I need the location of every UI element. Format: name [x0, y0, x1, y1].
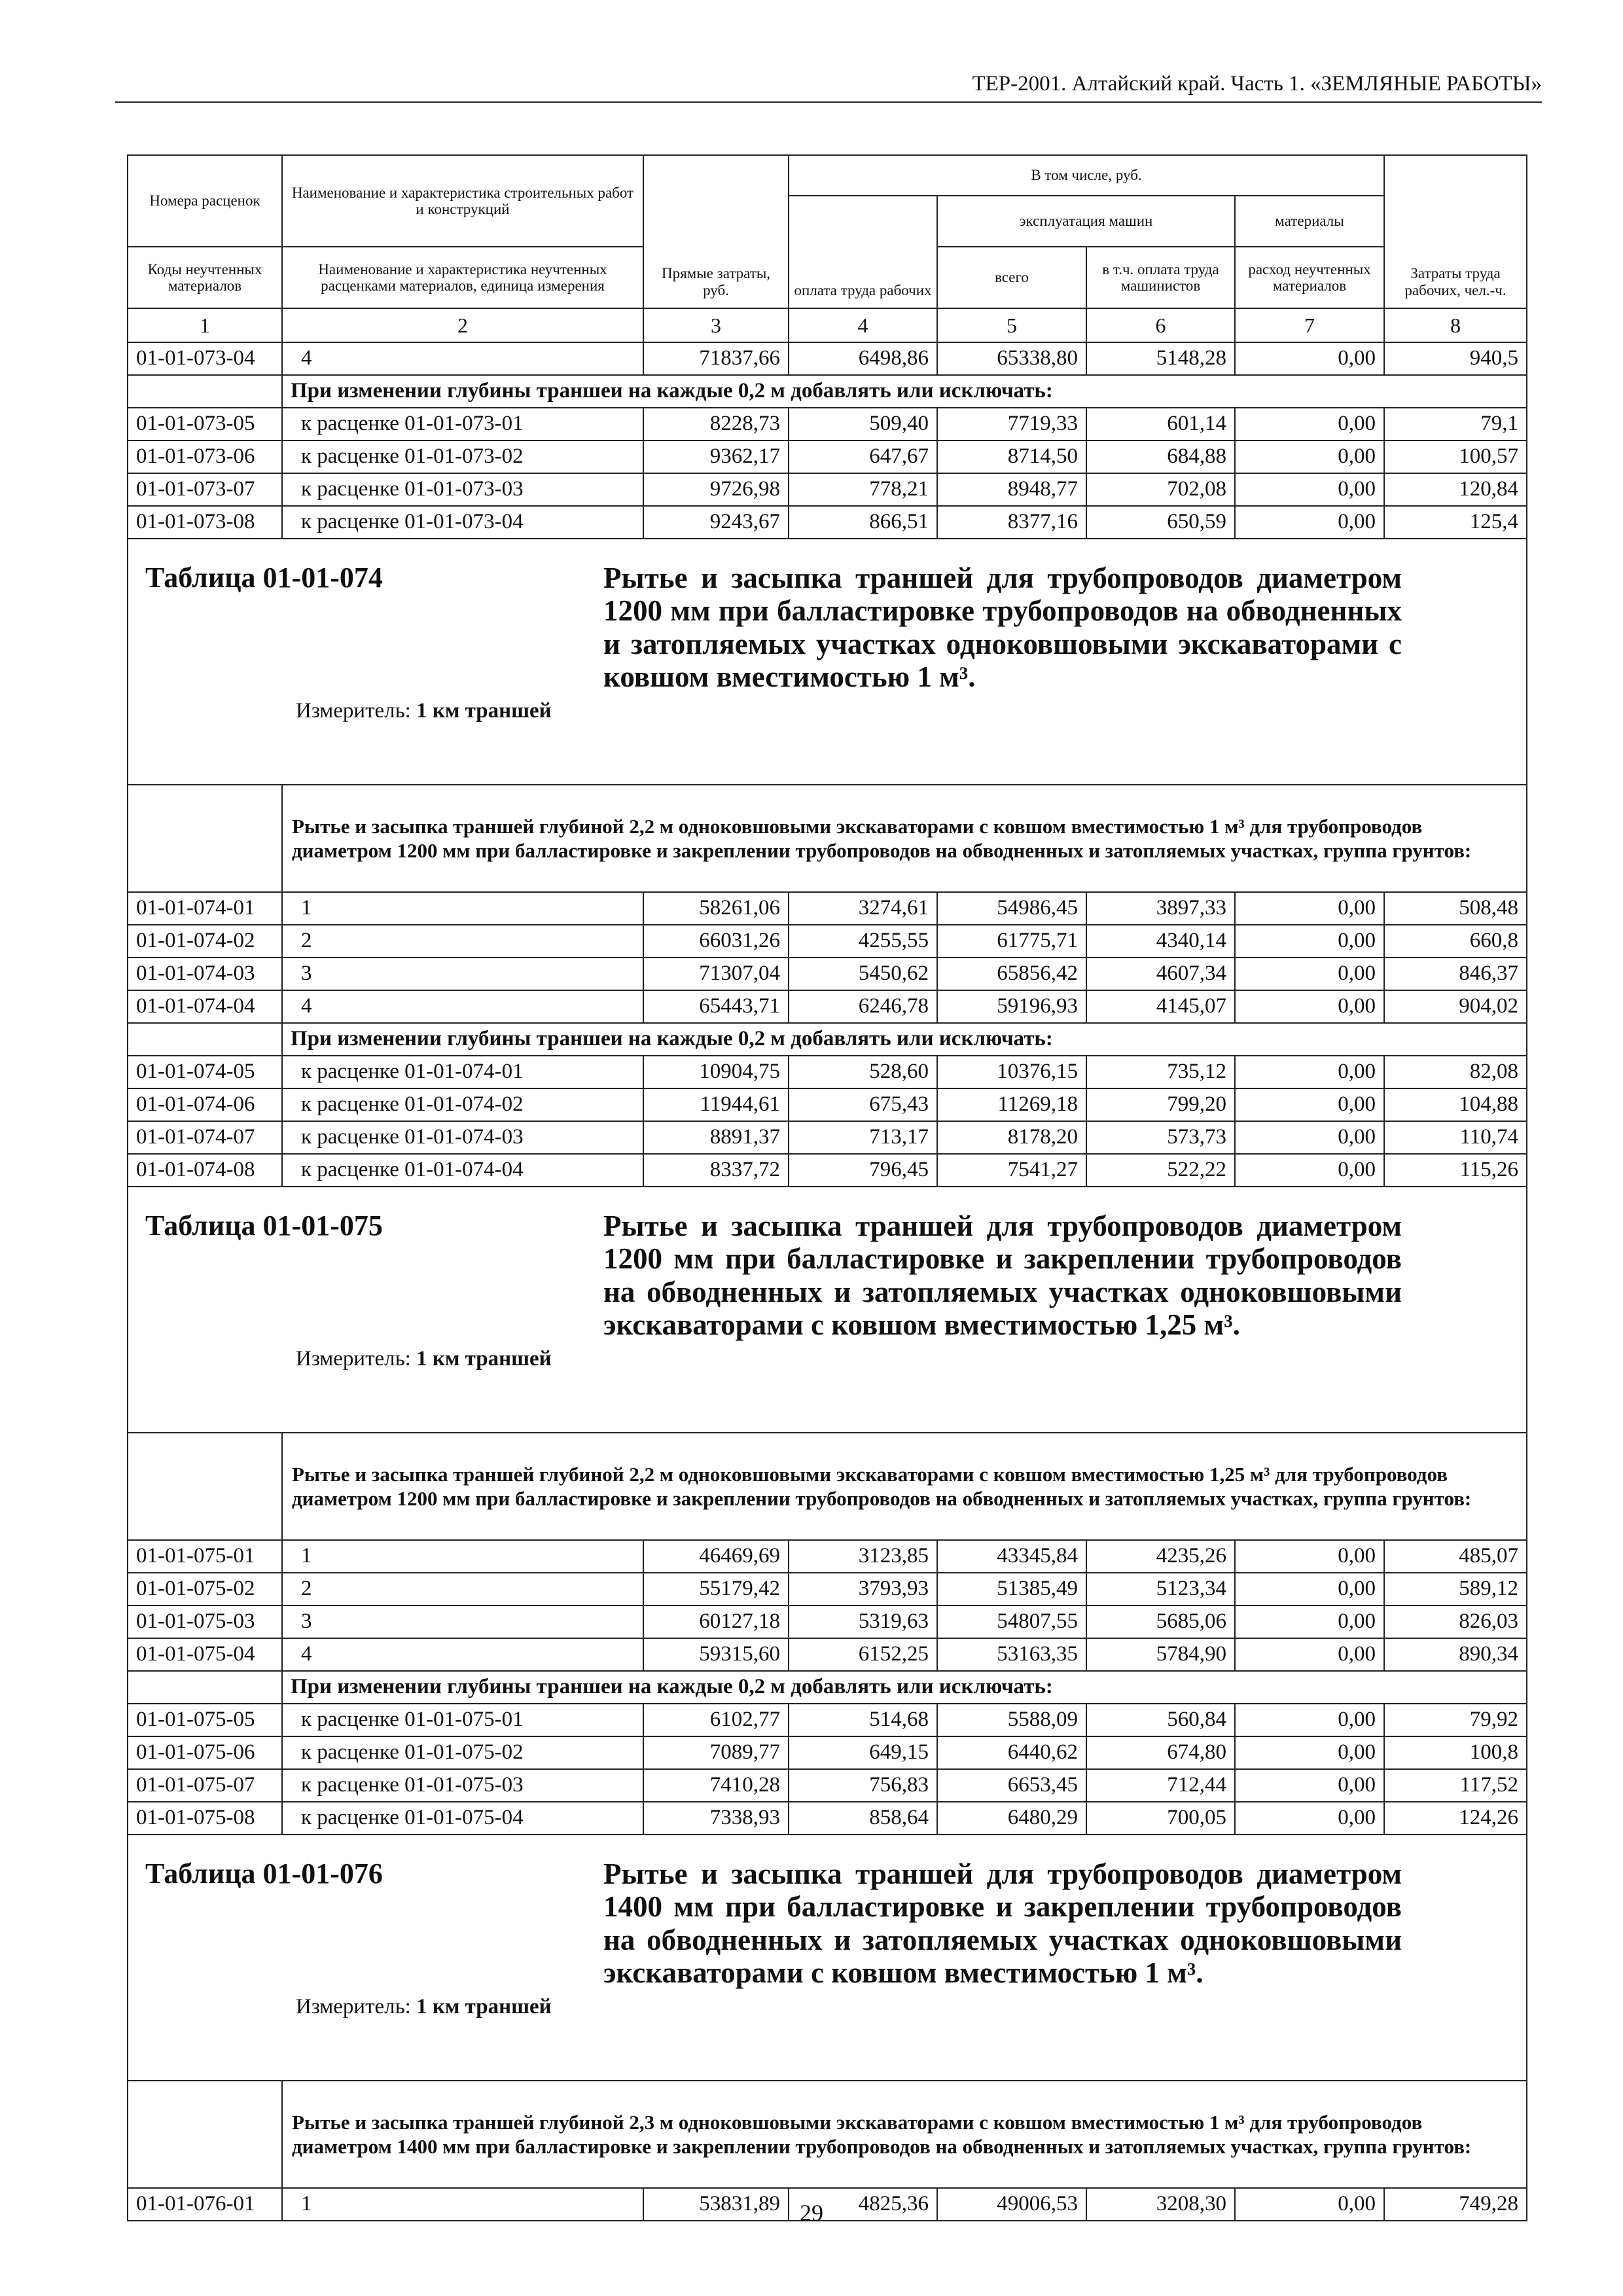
materials-cell: 0,00	[1235, 408, 1384, 440]
col-work-name: Наименование и характеристика строительных работ и конструкций	[282, 155, 643, 247]
labor-hours-cell: 660,8	[1384, 925, 1527, 958]
work-name-cell: к расценке 01-01-075-04	[282, 1802, 643, 1835]
labor-pay-cell: 3274,61	[789, 892, 937, 925]
machines-total-cell: 65338,80	[937, 342, 1086, 375]
machinist-pay-cell: 712,44	[1086, 1769, 1235, 1802]
labor-pay-cell: 647,67	[789, 440, 937, 473]
rate-code-cell: 01-01-076-01	[128, 2188, 282, 2221]
direct-costs-cell: 58261,06	[643, 892, 789, 925]
work-name-cell: 4	[282, 342, 643, 375]
work-name-cell: 1	[282, 2188, 643, 2221]
labor-hours-cell: 110,74	[1384, 1121, 1527, 1154]
labor-hours-cell: 115,26	[1384, 1154, 1527, 1187]
col-material-codes: Коды неучтенных материалов	[128, 247, 282, 308]
materials-cell: 0,00	[1235, 1088, 1384, 1121]
header-row-1	[128, 155, 1527, 196]
rate-code-cell: 01-01-075-01	[128, 1540, 282, 1573]
col-machines-total: всего	[937, 247, 1086, 308]
machinist-pay-cell: 560,84	[1086, 1704, 1235, 1736]
machinist-pay-cell: 4235,26	[1086, 1540, 1235, 1573]
labor-hours-cell: 79,92	[1384, 1704, 1527, 1736]
page-number: 29	[800, 2200, 823, 2226]
table-row	[128, 408, 1527, 440]
work-name-cell: 3	[282, 1605, 643, 1638]
materials-cell: 0,00	[1235, 1605, 1384, 1638]
machinist-pay-cell: 5685,06	[1086, 1605, 1235, 1638]
machines-total-cell: 7719,33	[937, 408, 1086, 440]
col-machines: эксплуатация машин	[937, 196, 1235, 247]
work-name-cell: к расценке 01-01-074-02	[282, 1088, 643, 1121]
col-direct-costs: Прямые затраты, руб.	[643, 155, 789, 308]
machines-total-cell: 54807,55	[937, 1605, 1086, 1638]
machinist-pay-cell: 674,80	[1086, 1736, 1235, 1769]
machines-total-cell: 8714,50	[937, 440, 1086, 473]
labor-hours-cell: 125,4	[1384, 506, 1527, 539]
column-number: 8	[1384, 308, 1527, 342]
work-description: Рытье и засыпка траншей глубиной 2,2 м одноковшовыми экскаваторами с ковшом вместимостью 1,25 м³ для трубопроводов диаметром 1200 мм при балластировке и закреплении трубопроводов на обводненных и затопляемых участках, группа грунтов:	[282, 1433, 1527, 1540]
machines-total-cell: 51385,49	[937, 1573, 1086, 1605]
measure-unit	[296, 1995, 1507, 2020]
measure-unit	[296, 1347, 1507, 1372]
table-row	[128, 1154, 1527, 1187]
machines-total-cell: 49006,53	[937, 2188, 1086, 2221]
materials-cell: 0,00	[1235, 958, 1384, 990]
labor-hours-cell: 904,02	[1384, 990, 1527, 1023]
work-name-cell: к расценке 01-01-074-04	[282, 1154, 643, 1187]
materials-cell: 0,00	[1235, 990, 1384, 1023]
table-id: Таблица 01-01-074	[145, 562, 383, 594]
work-description-row	[128, 2081, 1527, 2188]
table-section-header-row	[128, 1835, 1527, 2081]
labor-hours-cell: 117,52	[1384, 1769, 1527, 1802]
rate-code-cell: 01-01-075-05	[128, 1704, 282, 1736]
rate-code-cell: 01-01-075-02	[128, 1573, 282, 1605]
direct-costs-cell: 71837,66	[643, 342, 789, 375]
machinist-pay-cell: 3208,30	[1086, 2188, 1235, 2221]
table-row	[128, 1605, 1527, 1638]
labor-hours-cell: 100,57	[1384, 440, 1527, 473]
rate-code-cell: 01-01-074-03	[128, 958, 282, 990]
rate-code-cell: 01-01-074-01	[128, 892, 282, 925]
labor-pay-cell: 3123,85	[789, 1540, 937, 1573]
measure-unit-label: Измеритель:	[296, 1346, 411, 1371]
labor-hours-cell: 890,34	[1384, 1638, 1527, 1671]
column-number: 7	[1235, 308, 1384, 342]
rate-code-cell: 01-01-073-07	[128, 473, 282, 506]
table-row	[128, 1736, 1527, 1769]
labor-pay-cell: 796,45	[789, 1154, 937, 1187]
table-row	[128, 342, 1527, 375]
direct-costs-cell: 46469,69	[643, 1540, 789, 1573]
labor-hours-cell: 846,37	[1384, 958, 1527, 990]
rate-code-cell: 01-01-073-04	[128, 342, 282, 375]
machines-total-cell: 6480,29	[937, 1802, 1086, 1835]
table-row	[128, 1638, 1527, 1671]
col-unaccounted-materials: расход неучтенных материалов	[1235, 247, 1384, 308]
column-number: 4	[789, 308, 937, 342]
column-number-row	[128, 308, 1527, 342]
machinist-pay-cell: 4340,14	[1086, 925, 1235, 958]
machinist-pay-cell: 522,22	[1086, 1154, 1235, 1187]
work-name-cell: 1	[282, 892, 643, 925]
work-description: Рытье и засыпка траншей глубиной 2,2 м одноковшовыми экскаваторами с ковшом вместимостью 1 м³ для трубопроводов диаметром 1200 мм при балластировке и закреплении трубопроводов на обводненных и затопляемых участках, группа грунтов:	[282, 785, 1527, 892]
materials-cell: 0,00	[1235, 473, 1384, 506]
direct-costs-cell: 66031,26	[643, 925, 789, 958]
table-body	[128, 155, 1527, 2221]
labor-pay-cell: 866,51	[789, 506, 937, 539]
materials-cell: 0,00	[1235, 1802, 1384, 1835]
table-row	[128, 1573, 1527, 1605]
materials-cell: 0,00	[1235, 1154, 1384, 1187]
materials-cell: 0,00	[1235, 342, 1384, 375]
rate-code-cell: 01-01-075-06	[128, 1736, 282, 1769]
machines-total-cell: 8377,16	[937, 506, 1086, 539]
labor-pay-cell: 756,83	[789, 1769, 937, 1802]
labor-hours-cell: 508,48	[1384, 892, 1527, 925]
rate-code-cell: 01-01-074-07	[128, 1121, 282, 1154]
table-row	[128, 925, 1527, 958]
labor-pay-cell: 649,15	[789, 1736, 937, 1769]
measure-unit-value: 1 км траншей	[416, 1346, 552, 1371]
labor-hours-cell: 940,5	[1384, 342, 1527, 375]
rate-code-cell: 01-01-075-08	[128, 1802, 282, 1835]
rate-code-cell: 01-01-073-08	[128, 506, 282, 539]
empty-cell	[128, 1023, 282, 1056]
labor-pay-cell: 6246,78	[789, 990, 937, 1023]
table-row	[128, 1769, 1527, 1802]
labor-hours-cell: 749,28	[1384, 2188, 1527, 2221]
machines-total-cell: 6653,45	[937, 1769, 1086, 1802]
empty-cell	[128, 1671, 282, 1704]
table-section-heading	[145, 562, 1507, 694]
work-name-cell: 2	[282, 1573, 643, 1605]
work-name-cell: к расценке 01-01-075-01	[282, 1704, 643, 1736]
measure-unit-value: 1 км траншей	[416, 1994, 552, 2018]
table-row	[128, 892, 1527, 925]
direct-costs-cell: 65443,71	[643, 990, 789, 1023]
materials-cell: 0,00	[1235, 892, 1384, 925]
work-name-cell: 4	[282, 1638, 643, 1671]
table-title: Рытье и засыпка траншей для трубопроводов диаметром 1200 мм при балластировке трубопроводов на обводненных и затопляемых участках одноковшовыми экскаваторами с ковшом вместимостью 1 м³.	[603, 562, 1402, 694]
materials-cell: 0,00	[1235, 1121, 1384, 1154]
machinist-pay-cell: 4145,07	[1086, 990, 1235, 1023]
table-section-header-row	[128, 1187, 1527, 1433]
empty-cell	[128, 2081, 282, 2188]
depth-change-note-row	[128, 375, 1527, 408]
col-labor-pay: оплата труда рабочих	[789, 196, 937, 308]
machinist-pay-cell: 5123,34	[1086, 1573, 1235, 1605]
col-material-name: Наименование и характеристика неучтенных расценками материалов, единица измерения	[282, 247, 643, 308]
direct-costs-cell: 7410,28	[643, 1769, 789, 1802]
labor-pay-cell: 509,40	[789, 408, 937, 440]
labor-pay-cell: 778,21	[789, 473, 937, 506]
labor-pay-cell: 528,60	[789, 1056, 937, 1088]
labor-pay-cell: 514,68	[789, 1704, 937, 1736]
table-section-heading	[145, 1210, 1507, 1342]
col-rate-number: Номера расценок	[128, 155, 282, 247]
work-name-cell: 3	[282, 958, 643, 990]
table-row	[128, 1704, 1527, 1736]
machinist-pay-cell: 735,12	[1086, 1056, 1235, 1088]
labor-hours-cell: 79,1	[1384, 408, 1527, 440]
machines-total-cell: 43345,84	[937, 1540, 1086, 1573]
labor-hours-cell: 120,84	[1384, 473, 1527, 506]
machinist-pay-cell: 5148,28	[1086, 342, 1235, 375]
work-name-cell: к расценке 01-01-074-03	[282, 1121, 643, 1154]
column-number: 3	[643, 308, 789, 342]
direct-costs-cell: 8337,72	[643, 1154, 789, 1187]
labor-hours-cell: 82,08	[1384, 1056, 1527, 1088]
direct-costs-cell: 10904,75	[643, 1056, 789, 1088]
work-name-cell: к расценке 01-01-073-01	[282, 408, 643, 440]
labor-pay-cell: 5319,63	[789, 1605, 937, 1638]
machinist-pay-cell: 5784,90	[1086, 1638, 1235, 1671]
table-row	[128, 1802, 1527, 1835]
labor-pay-cell: 858,64	[789, 1802, 937, 1835]
labor-hours-cell: 826,03	[1384, 1605, 1527, 1638]
depth-change-note-row	[128, 1023, 1527, 1056]
direct-costs-cell: 8891,37	[643, 1121, 789, 1154]
work-name-cell: 1	[282, 1540, 643, 1573]
materials-cell: 0,00	[1235, 1769, 1384, 1802]
empty-cell	[128, 375, 282, 408]
direct-costs-cell: 59315,60	[643, 1638, 789, 1671]
machinist-pay-cell: 4607,34	[1086, 958, 1235, 990]
rate-code-cell: 01-01-073-06	[128, 440, 282, 473]
col-materials: материалы	[1235, 196, 1384, 247]
machines-total-cell: 10376,15	[937, 1056, 1086, 1088]
direct-costs-cell: 7338,93	[643, 1802, 789, 1835]
labor-pay-cell: 4825,36	[789, 2188, 937, 2221]
rate-code-cell: 01-01-075-07	[128, 1769, 282, 1802]
depth-change-note-row	[128, 1671, 1527, 1704]
direct-costs-cell: 8228,73	[643, 408, 789, 440]
labor-pay-cell: 713,17	[789, 1121, 937, 1154]
col-including: В том числе, руб.	[789, 155, 1384, 196]
direct-costs-cell: 9362,17	[643, 440, 789, 473]
empty-cell	[128, 1433, 282, 1540]
direct-costs-cell: 71307,04	[643, 958, 789, 990]
table-id: Таблица 01-01-075	[145, 1210, 383, 1242]
column-number: 6	[1086, 308, 1235, 342]
labor-hours-cell: 124,26	[1384, 1802, 1527, 1835]
materials-cell: 0,00	[1235, 506, 1384, 539]
table-section-header	[128, 1187, 1527, 1433]
materials-cell: 0,00	[1235, 1736, 1384, 1769]
direct-costs-cell: 9243,67	[643, 506, 789, 539]
table-section-heading	[145, 1857, 1507, 1990]
machinist-pay-cell: 702,08	[1086, 473, 1235, 506]
labor-hours-cell: 104,88	[1384, 1088, 1527, 1121]
direct-costs-cell: 55179,42	[643, 1573, 789, 1605]
direct-costs-cell: 9726,98	[643, 473, 789, 506]
rate-code-cell: 01-01-074-04	[128, 990, 282, 1023]
labor-pay-cell: 4255,55	[789, 925, 937, 958]
work-name-cell: 2	[282, 925, 643, 958]
work-name-cell: к расценке 01-01-075-02	[282, 1736, 643, 1769]
col-labor-hours: Затраты труда рабочих, чел.-ч.	[1384, 155, 1527, 308]
work-description-row	[128, 1433, 1527, 1540]
direct-costs-cell: 60127,18	[643, 1605, 789, 1638]
table-title: Рытье и засыпка траншей для трубопроводов диаметром 1200 мм при балластировке и закреплении трубопроводов на обводненных и затопляемых участках одноковшовыми экскаваторами с ковшом вместимостью 1,25 м³.	[603, 1210, 1402, 1342]
column-number: 2	[282, 308, 643, 342]
materials-cell: 0,00	[1235, 1056, 1384, 1088]
machines-total-cell: 54986,45	[937, 892, 1086, 925]
rate-code-cell: 01-01-074-06	[128, 1088, 282, 1121]
rate-code-cell: 01-01-075-03	[128, 1605, 282, 1638]
labor-pay-cell: 5450,62	[789, 958, 937, 990]
direct-costs-cell: 7089,77	[643, 1736, 789, 1769]
machines-total-cell: 8948,77	[937, 473, 1086, 506]
machinist-pay-cell: 799,20	[1086, 1088, 1235, 1121]
labor-pay-cell: 6152,25	[789, 1638, 937, 1671]
machines-total-cell: 6440,62	[937, 1736, 1086, 1769]
labor-hours-cell: 485,07	[1384, 1540, 1527, 1573]
labor-hours-cell: 100,8	[1384, 1736, 1527, 1769]
rate-code-cell: 01-01-074-05	[128, 1056, 282, 1088]
rate-code-cell: 01-01-074-02	[128, 925, 282, 958]
table-section-header-row	[128, 539, 1527, 785]
depth-change-note: При изменении глубины траншеи на каждые 0,2 м добавлять или исключать:	[282, 1671, 1527, 1704]
materials-cell: 0,00	[1235, 1540, 1384, 1573]
depth-change-note: При изменении глубины траншеи на каждые 0,2 м добавлять или исключать:	[282, 1023, 1527, 1056]
labor-hours-cell: 589,12	[1384, 1573, 1527, 1605]
empty-cell	[128, 785, 282, 892]
machines-total-cell: 61775,71	[937, 925, 1086, 958]
col-machinist-pay: в т.ч. оплата труда машинистов	[1086, 247, 1235, 308]
machines-total-cell: 8178,20	[937, 1121, 1086, 1154]
direct-costs-cell: 53831,89	[643, 2188, 789, 2221]
rate-code-cell: 01-01-073-05	[128, 408, 282, 440]
rate-code-cell: 01-01-075-04	[128, 1638, 282, 1671]
table-row	[128, 1540, 1527, 1573]
machines-total-cell: 59196,93	[937, 990, 1086, 1023]
table-row	[128, 1056, 1527, 1088]
table-row	[128, 1088, 1527, 1121]
materials-cell: 0,00	[1235, 2188, 1384, 2221]
machines-total-cell: 65856,42	[937, 958, 1086, 990]
column-number: 1	[128, 308, 282, 342]
work-name-cell: к расценке 01-01-074-01	[282, 1056, 643, 1088]
machines-total-cell: 11269,18	[937, 1088, 1086, 1121]
machines-total-cell: 53163,35	[937, 1638, 1086, 1671]
table-row	[128, 990, 1527, 1023]
table-title: Рытье и засыпка траншей для трубопроводов диаметром 1400 мм при балластировке и закреплении трубопроводов на обводненных и затопляемых участках одноковшовыми экскаваторами с ковшом вместимостью 1 м³.	[603, 1857, 1402, 1990]
machines-total-cell: 7541,27	[937, 1154, 1086, 1187]
machinist-pay-cell: 601,14	[1086, 408, 1235, 440]
direct-costs-cell: 11944,61	[643, 1088, 789, 1121]
machinist-pay-cell: 650,59	[1086, 506, 1235, 539]
work-name-cell: 4	[282, 990, 643, 1023]
machinist-pay-cell: 700,05	[1086, 1802, 1235, 1835]
measure-unit-label: Измеритель:	[296, 698, 411, 723]
table-section-header	[128, 539, 1527, 785]
measure-unit	[296, 699, 1507, 724]
work-description-row	[128, 785, 1527, 892]
depth-change-note: При изменении глубины траншеи на каждые 0,2 м добавлять или исключать:	[282, 375, 1527, 408]
machinist-pay-cell: 684,88	[1086, 440, 1235, 473]
rates-table	[127, 154, 1527, 2221]
machinist-pay-cell: 573,73	[1086, 1121, 1235, 1154]
machinist-pay-cell: 3897,33	[1086, 892, 1235, 925]
measure-unit-label: Измеритель:	[296, 1994, 411, 2018]
work-name-cell: к расценке 01-01-073-04	[282, 506, 643, 539]
materials-cell: 0,00	[1235, 925, 1384, 958]
materials-cell: 0,00	[1235, 1573, 1384, 1605]
measure-unit-value: 1 км траншей	[416, 698, 552, 723]
work-name-cell: к расценке 01-01-073-02	[282, 440, 643, 473]
work-name-cell: к расценке 01-01-075-03	[282, 1769, 643, 1802]
labor-pay-cell: 675,43	[789, 1088, 937, 1121]
table-row	[128, 473, 1527, 506]
materials-cell: 0,00	[1235, 440, 1384, 473]
materials-cell: 0,00	[1235, 1704, 1384, 1736]
labor-pay-cell: 3793,93	[789, 1573, 937, 1605]
running-header: ТЕР-2001. Алтайский край. Часть 1. «ЗЕМЛЯНЫЕ РАБОТЫ»	[115, 72, 1542, 103]
work-name-cell: к расценке 01-01-073-03	[282, 473, 643, 506]
column-number: 5	[937, 308, 1086, 342]
direct-costs-cell: 6102,77	[643, 1704, 789, 1736]
table-row	[128, 440, 1527, 473]
table-row	[128, 958, 1527, 990]
rate-code-cell: 01-01-074-08	[128, 1154, 282, 1187]
table-section-header	[128, 1835, 1527, 2081]
table-row	[128, 506, 1527, 539]
materials-cell: 0,00	[1235, 1638, 1384, 1671]
labor-pay-cell: 6498,86	[789, 342, 937, 375]
table-id: Таблица 01-01-076	[145, 1857, 383, 1890]
work-description: Рытье и засыпка траншей глубиной 2,3 м одноковшовыми экскаваторами с ковшом вместимостью 1 м³ для трубопроводов диаметром 1400 мм при балластировке и закреплении трубопроводов на обводненных и затопляемых участках, группа грунтов:	[282, 2081, 1527, 2188]
machines-total-cell: 5588,09	[937, 1704, 1086, 1736]
table-row	[128, 1121, 1527, 1154]
